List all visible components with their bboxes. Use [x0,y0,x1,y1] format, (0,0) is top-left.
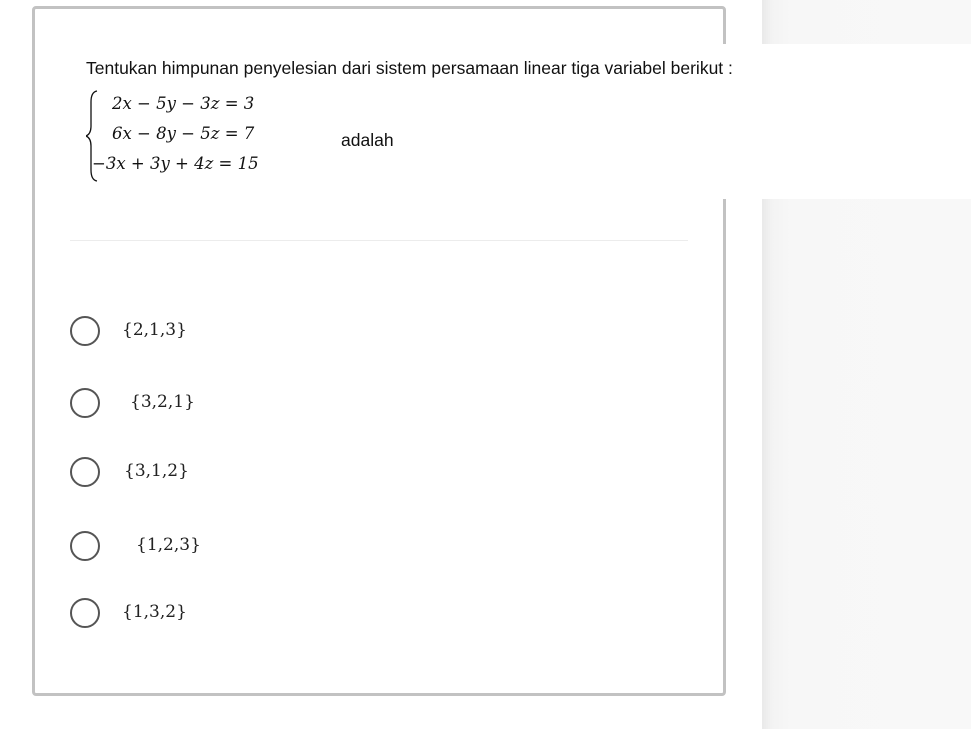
radio-button[interactable] [70,457,100,487]
question-image [86,44,971,199]
option-3[interactable] [70,457,370,491]
option-label: {1,2,3} [136,535,201,555]
option-label: {2,1,3} [122,320,187,340]
radio-button[interactable] [70,388,100,418]
option-1[interactable] [70,316,370,350]
equation-system [86,88,326,184]
option-2[interactable] [70,388,370,422]
option-label: {3,1,2} [124,461,189,481]
equation-1: 2x − 5y − 3z = 3 [112,94,255,113]
option-4[interactable] [70,531,370,565]
equation-2: 6x − 8y − 5z = 7 [112,124,255,143]
option-5[interactable] [70,598,370,632]
question-prompt: Tentukan himpunan penyelesian dari sistem persamaan linear tiga variabel berikut : [86,58,733,78]
radio-button[interactable] [70,531,100,561]
option-label: {1,3,2} [122,602,187,622]
divider [70,240,688,241]
equation-3: −3x + 3y + 4z = 15 [92,154,259,173]
option-label: {3,2,1} [130,392,195,412]
radio-button[interactable] [70,598,100,628]
radio-button[interactable] [70,316,100,346]
question-suffix: adalah [341,130,394,150]
